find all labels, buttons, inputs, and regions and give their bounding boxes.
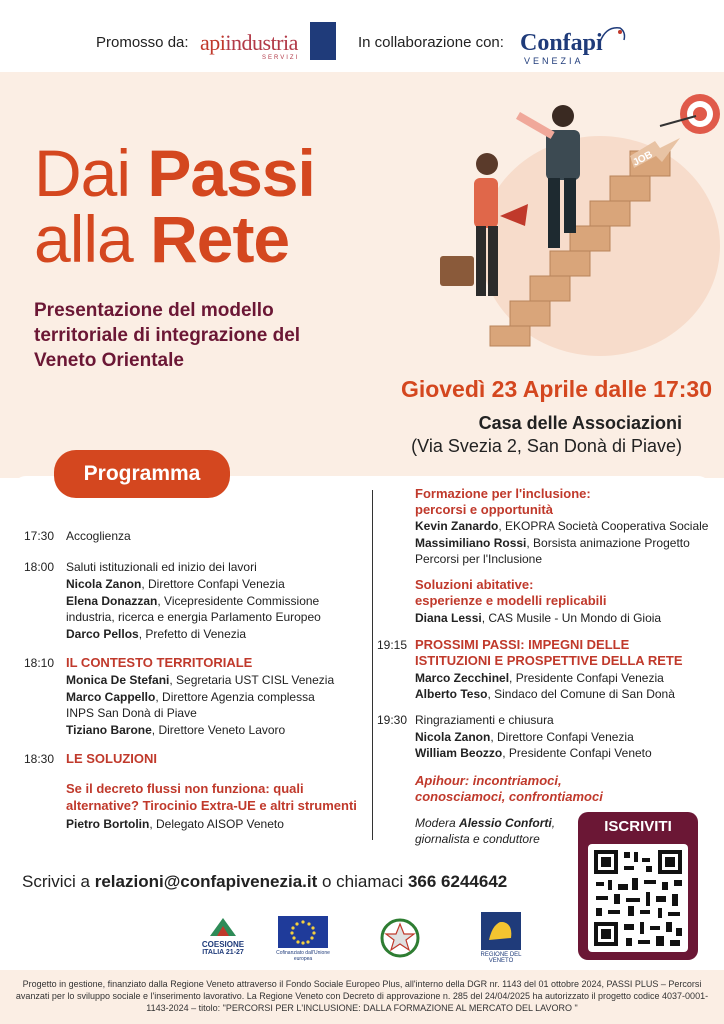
speaker-line: Darco Pellos, Prefetto di Venezia [66, 627, 247, 641]
section-prossimi: PROSSIMI PASSI: IMPEGNI DELLE [415, 637, 630, 652]
italian-republic-emblem [380, 916, 420, 966]
signup-label: ISCRIVITI [604, 818, 672, 835]
lion-of-st-mark-icon [481, 912, 521, 950]
promoted-by-label: Promosso da: [96, 34, 189, 51]
speaker-line: Pietro Bortolin, Delegato AISOP Veneto [66, 817, 284, 831]
speaker-line: Alberto Teso, Sindaco del Comune di San Donà [415, 687, 675, 701]
speaker-line: Nicola Zanon, Direttore Confapi Venezia [415, 730, 634, 744]
column-divider [372, 490, 373, 840]
speaker-line: Percorsi per l'Inclusione [415, 552, 543, 566]
section-prossimi: ISTITUZIONI E PROSPETTIVE DELLA RETE [415, 653, 683, 668]
topic-decreto: alternative? Tirocinio Extra-UE e altri strumenti [66, 798, 357, 813]
apihour: conosciamoci, confrontiamoci [415, 789, 603, 804]
topic-formazione: percorsi e opportunità [415, 502, 553, 517]
regione-veneto-logo: REGIONE DEL VENETO [470, 912, 532, 970]
apindustria-emblem [310, 22, 336, 60]
speaker-line: INPS San Donà di Piave [66, 706, 197, 720]
apihour: Apihour: incontriamoci, [415, 773, 562, 788]
speaker-line: Massimiliano Rossi, Borsista animazione Progetto [415, 536, 690, 550]
coesione-italia-logo: COESIONE ITALIA 21-27 [192, 916, 254, 968]
eu-cofinanced-logo: Cofinanziato dall'Unione europea [278, 916, 328, 970]
ringraziamenti: Ringraziamenti e chiusura [415, 713, 554, 727]
program-heading: Programma [54, 450, 230, 498]
target-icon [660, 94, 720, 134]
speaker-line: Marco Cappello, Direttore Agenzia complessa [66, 690, 315, 704]
footer-disclaimer: Progetto in gestione, finanziato dalla Regione Veneto attraverso il Fondo Sociale Europeo Plus, all'interno della DGR nr. 1143 del 01 ottobre 2024, PASSI PLUS – Percorsi avanzati per lo sviluppo sociale e l'inserimento lavorativo. La Regione Veneto con Decreto di approvazione n. 285 del 24/04/2025 ha autorizzato il progetto codice 4037-0001-1143-2024 – titolo: "PERCORSI PER L'INCLUSIONE: DALLA FORMAZIONE AL MERCATO DEL LAVORO " [15, 979, 709, 1013]
header [0, 0, 724, 72]
speaker-line: William Beozzo, Presidente Confapi Veneto [415, 746, 652, 760]
time-1810: 18:10 [24, 656, 55, 670]
confapi-logo: Confapi VENEZIA [520, 24, 630, 64]
section-soluzioni: LE SOLUZIONI [66, 751, 157, 766]
svg-text:JOB: JOB [631, 149, 655, 169]
topic-abitative: esperienze e modelli replicabili [415, 593, 607, 608]
time-1930: 19:30 [377, 713, 408, 727]
time-1800: 18:00 [24, 560, 55, 574]
contact-line: Scrivici a relazioni@confapivenezia.it o chiamaci 366 6244642 [22, 872, 508, 891]
speaker-line: industria, ricerca e energia Parlamento Europeo [66, 610, 321, 624]
speaker-line: Marco Zecchinel, Presidente Confapi Venezia [415, 671, 664, 685]
section-contesto: IL CONTESTO TERRITORIALE [66, 655, 253, 670]
speaker-line: Diana Lessi, CAS Musile - Un Mondo di Gioia [415, 611, 662, 625]
stairs-illustration [430, 86, 720, 356]
speaker-line: Tiziano Barone, Direttore Veneto Lavoro [66, 723, 286, 737]
speaker-line: Kevin Zanardo, EKOPRA Società Cooperativa Sociale [415, 519, 709, 533]
republic-star-icon [380, 916, 420, 960]
collaboration-label: In collaborazione con: [358, 34, 504, 51]
apindustria-logo: apiindustria SERVIZI [200, 22, 340, 62]
speaker-line: Elena Donazzan, Vicepresidente Commissione [66, 594, 320, 608]
speaker-line: Nicola Zanon, Direttore Confapi Venezia [66, 577, 285, 591]
eu-flag-icon [278, 916, 328, 948]
moderator-line: Modera Alessio Conforti, [415, 816, 556, 830]
speaker-line: Monica De Stefani, Segretaria UST CISL Venezia [66, 673, 335, 687]
accoglienza: Accoglienza [66, 529, 131, 543]
coesione-italia-icon [208, 916, 238, 938]
saluti: Saluti istituzionali ed inizio dei lavori [66, 560, 257, 574]
contact-phone-link[interactable]: 366 6244642 [407, 872, 508, 891]
time-1730: 17:30 [24, 529, 55, 543]
event-date: Giovedì 23 Aprile dalle 17:30 [400, 376, 712, 402]
event-subtitle: Presentazione del modello territoriale di integrazione del Veneto Orientale [34, 300, 301, 371]
moderator-role: giornalista e conduttore [415, 832, 540, 846]
topic-formazione: Formazione per l'inclusione: [415, 486, 591, 501]
confapi-lion-icon [598, 24, 628, 46]
time-1915: 19:15 [377, 638, 408, 652]
time-1830: 18:30 [24, 752, 55, 766]
event-address: (Via Svezia 2, San Donà di Piave) [411, 436, 682, 456]
event-venue: Casa delle Associazioni [478, 413, 682, 433]
contact-email-link[interactable]: relazioni@confapivenezia.it [94, 872, 318, 891]
sponsor-logos [0, 906, 724, 972]
topic-abitative: Soluzioni abitative: [415, 577, 534, 592]
topic-decreto: Se il decreto flussi non funziona: quali [66, 781, 304, 796]
event-title: Dai Passi alla Rete [34, 136, 315, 276]
